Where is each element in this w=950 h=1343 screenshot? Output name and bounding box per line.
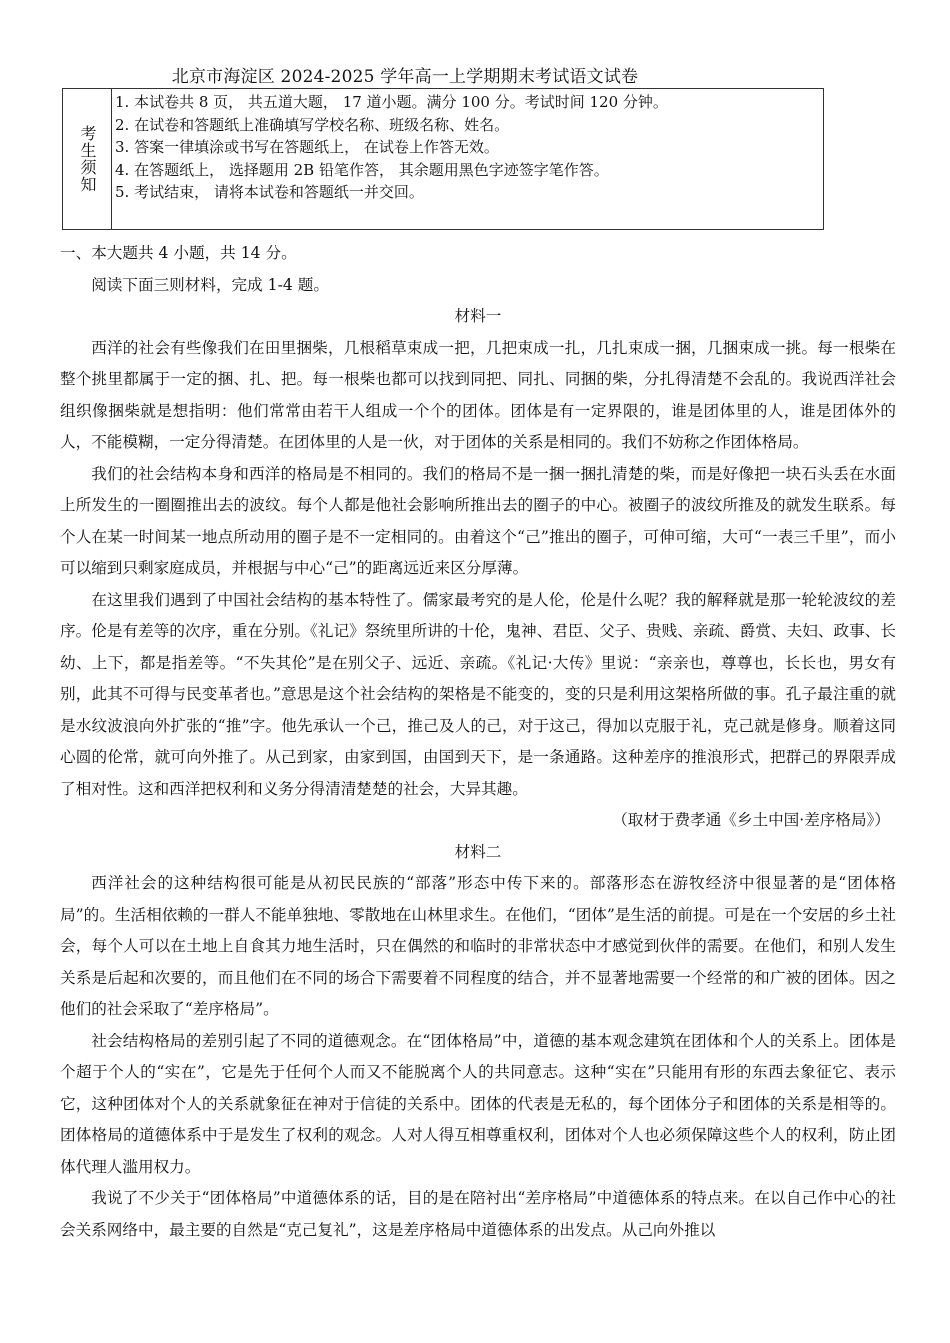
- document-body: [60, 238, 896, 1246]
- notice-item: 4. 在答题纸上， 选择题用 2B 铅笔作答， 其余题用黑色字迹签字笔作答。: [115, 160, 609, 179]
- paragraph: 在这里我们遇到了中国社会结构的基本特性了。儒家最考究的是人伦，伦是什么呢？我的解释就是那一轮轮波纹的差序。伦是有差等的次序，重在分别。《礼记》祭统里所讲的十伦，鬼神、君臣、父子、贵贱、亲疏、爵赏、夫妇、政事、长幼、上下，都是指差等。“不失其伦”是在别父子、远近、亲疏。《礼记·大传》里说：“亲亲也，尊尊也，长长也，男女有别，此其不可得与民变革者也。”意思是这个社会结构的架格是不能变的，变的只是利用这架格所做的事。孔子最注重的就是水纹波浪向外扩张的“推”字。他先承认一个己，推己及人的己，对于这己，得加以克服于礼，克己就是修身。顺着这同心圆的伦常，就可向外推了。从己到家，由家到国，由国到天下，是一条通路。这种差序的推浪形式，把群己的界限弄成了相对性。这和西洋把权利和义务分得清清楚楚的社会，大异其趣。: [60, 590, 896, 798]
- notice-items: [112, 89, 668, 229]
- section-instruction: 阅读下面三则材料，完成 1-4 题。: [91, 275, 329, 294]
- material1-title: 材料一: [454, 307, 502, 325]
- paragraph: 西洋的社会有些像我们在田里捆柴，几根稻草束成一把，几把束成一扎，几扎束成一捆，几捆束成一挑。每一根柴在整个挑里都属于一定的捆、扎、把。每一根柴也都可以找到同把、同扎、同捆的柴，分扎得清楚不会乱的。我说西洋社会组织像捆柴就是想指明：他们常常由若干人组成一个个的团体。团体是有一定界限的，谁是团体里的人，谁是团体外的人，不能模糊，一定分得清楚。在团体里的人是一伙，对于团体的关系是相同的。我们不妨称之作团体格局。: [60, 338, 896, 451]
- paragraph: 我们的社会结构本身和西洋的格局是不相同的。我们的格局不是一捆一捆扎清楚的柴，而是好像把一块石头丢在水面上所发生的一圈圈推出去的波纹。每个人都是他社会影响所推出去的圈子的中心。被圈子的波纹所推及的就发生联系。每个人在某一时间某一地点所动用的圈子是不一定相同的。由着这个“己”推出的圈子，可伸可缩，大可“一表三千里”，而小可以缩到只剩家庭成员，并根据与中心“己”的距离远近来区分厚薄。: [60, 464, 896, 577]
- notice-item: 2. 在试卷和答题纸上准确填写学校名称、班级名称、姓名。: [115, 115, 510, 134]
- notice-item: 3. 答案一律填涂或书写在答题纸上， 在试卷上作答无效。: [115, 138, 499, 156]
- section-heading: 一、本大题共 4 小题，共 14 分。: [60, 244, 297, 262]
- notice-label-cell: [63, 89, 112, 229]
- notice-box: [62, 88, 824, 230]
- paragraph: 西洋社会的这种结构很可能是从初民民族的“部落”形态中传下来的。部落形态在游牧经济中很显著的是“团体格局”的。生活相依赖的一群人不能单独地、零散地在山林里求生。在他们，“团体”是生活的前提。可是在一个安居的乡土社会，每个人可以在土地上自食其力地生活时，只在偶然的和临时的非常状态中才感觉到伙伴的需要。在他们，和别人发生关系是后起和次要的，而且他们在不同的场合下需要着不同程度的结合，并不显著地需要一个经常的和广被的团体。因之他们的社会采取了“差序格局”。: [60, 874, 896, 1018]
- paragraph: 社会结构格局的差别引起了不同的道德观念。在“团体格局”中，道德的基本观念建筑在团体和个人的关系上。团体是个超于个人的“实在”，它是先于任何个人而又不能脱离个人的共同意志。这种“实在”只能用有形的东西去象征它、表示它，这种团体对个人的关系就象征在神对于信徒的关系中。团体的代表是无私的，每个团体分子和团体的关系是相等的。团体格局的道德体系中于是发生了权利的观念。人对人得互相尊重权利，团体对个人也必须保障这些个人的权利，防止团体代理人滥用权力。: [60, 1031, 896, 1176]
- page-title: 北京市海淀区 2024-2025 学年高一上学期期末考试语文试卷: [171, 67, 639, 87]
- material1-source: （取材于费孝通《乡土中国·差序格局》）: [612, 811, 890, 829]
- paragraph: 我说了不少关于“团体格局”中道德体系的话，目的是在陪衬出“差序格局”中道德体系的特点来。在以自己作中心的社会关系网络中，最主要的自然是“克己复礼”，这是差序格局中道德体系的出发点。从己向外推以: [60, 1189, 896, 1239]
- notice-item: 1. 本试卷共 8 页， 共五道大题， 17 道小题。满分 100 分。考试时间 120 分钟。: [115, 93, 668, 111]
- material2-title: 材料二: [454, 842, 502, 861]
- notice-label: 考生须知: [78, 125, 97, 193]
- notice-item: 5. 考试结束， 请将本试卷和答题纸一并交回。: [115, 183, 424, 201]
